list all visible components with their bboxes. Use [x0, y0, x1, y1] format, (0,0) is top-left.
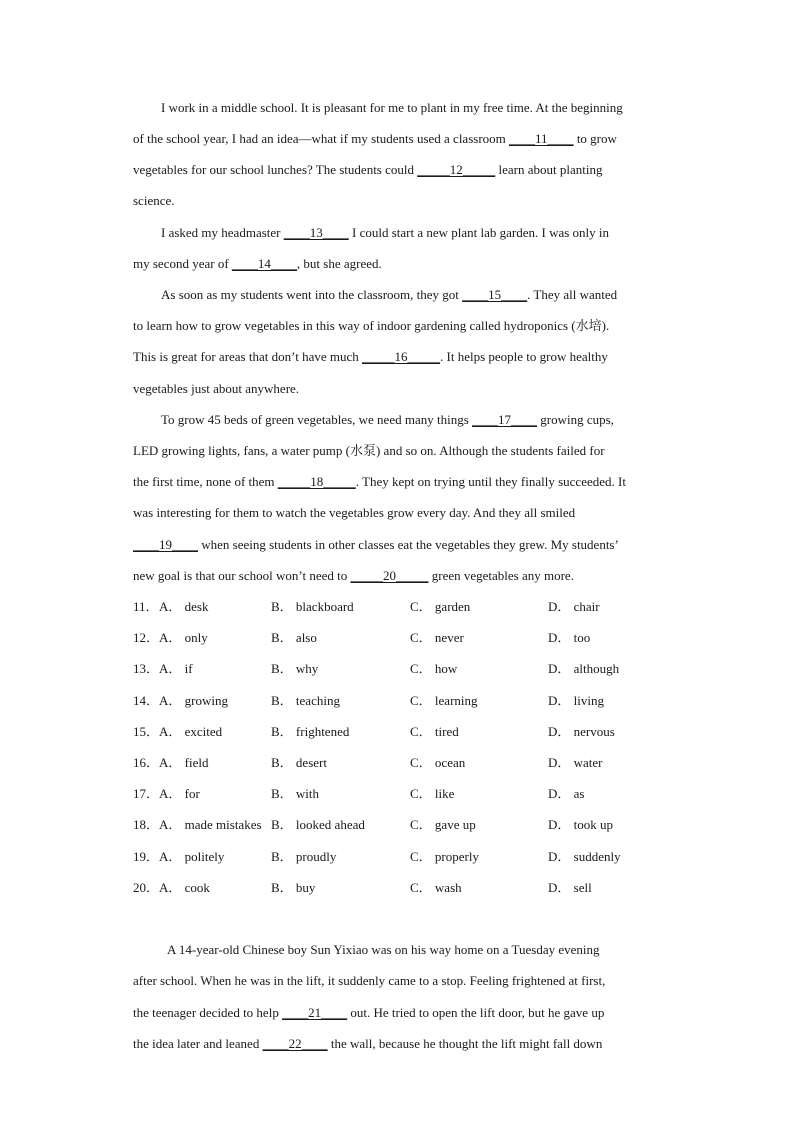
choice-a[interactable]: A． desk	[159, 599, 209, 614]
option-row-19	[133, 849, 693, 865]
choice-c[interactable]: C． wash	[410, 880, 462, 895]
choice-b[interactable]: B． teaching	[271, 693, 340, 708]
choice-a[interactable]: A． growing	[159, 693, 228, 708]
question-number: 20．	[133, 880, 160, 895]
passage-line: This is great for areas that don’t have much _____16_____. It helps people to grow healthy	[133, 349, 608, 364]
blank-19: ____19____	[133, 537, 198, 552]
blank-20: _____20_____	[350, 568, 429, 583]
option-row-14	[133, 693, 693, 709]
blank-12: _____12_____	[417, 162, 496, 177]
choice-a[interactable]: A． cook	[159, 880, 210, 895]
question-number: 11．	[133, 599, 159, 614]
choice-c[interactable]: C． like	[410, 786, 455, 801]
choice-a[interactable]: A． for	[159, 786, 200, 801]
question-number: 14．	[133, 693, 160, 708]
choice-a[interactable]: A． if	[159, 661, 193, 676]
option-row-13	[133, 661, 693, 677]
blank-14: ____14____	[231, 256, 297, 271]
passage-line: new goal is that our school won’t need to _____20_____ green vegetables any more.	[133, 568, 574, 583]
passage-line: A 14-year-old Chinese boy Sun Yixiao was on his way home on a Tuesday evening	[167, 942, 600, 957]
choice-b[interactable]: B． frightened	[271, 724, 350, 739]
passage-line: after school. When he was in the lift, it suddenly came to a stop. Feeling frightened at first,	[133, 973, 606, 988]
choice-b[interactable]: B． also	[271, 630, 317, 645]
choice-d[interactable]: D． water	[548, 755, 603, 770]
blank-15: ____15____	[462, 287, 528, 302]
blank-17: ____17____	[472, 412, 538, 427]
question-number: 12．	[133, 630, 160, 645]
passage-line: my second year of ____14____, but she agreed.	[133, 256, 382, 271]
option-row-12	[133, 630, 693, 646]
choice-d[interactable]: D． chair	[548, 599, 600, 614]
choice-b[interactable]: B． desert	[271, 755, 327, 770]
option-row-15	[133, 724, 693, 740]
blank-11: ____11____	[509, 131, 574, 146]
passage-line: the teenager decided to help ____21____ out. He tried to open the lift door, but he gave up	[133, 1005, 605, 1020]
choice-c[interactable]: C． ocean	[410, 755, 466, 770]
choice-b[interactable]: B． looked ahead	[271, 817, 365, 832]
choice-d[interactable]: D． too	[548, 630, 591, 645]
choice-a[interactable]: A． politely	[159, 849, 225, 864]
choice-b[interactable]: B． with	[271, 786, 320, 801]
choice-c[interactable]: C． how	[410, 661, 458, 676]
choice-d[interactable]: D． living	[548, 693, 604, 708]
option-row-20	[133, 880, 693, 896]
blank-13: ____13____	[283, 225, 349, 240]
choice-a[interactable]: A． made mistakes	[159, 817, 262, 832]
choice-a[interactable]: A． field	[159, 755, 209, 770]
question-number: 17．	[133, 786, 160, 801]
option-row-11	[133, 599, 693, 615]
choice-c[interactable]: C． tired	[410, 724, 459, 739]
passage-line: ____19____ when seeing students in other classes eat the vegetables they grew. My students’	[133, 537, 619, 552]
passage-line: was interesting for them to watch the vegetables grow every day. And they all smiled	[133, 505, 576, 520]
choice-b[interactable]: B． proudly	[271, 849, 337, 864]
passage-line: science.	[133, 193, 175, 208]
choice-a[interactable]: A． excited	[159, 724, 223, 739]
choice-c[interactable]: C． never	[410, 630, 464, 645]
passage-line: As soon as my students went into the classroom, they got ____15____. They all wanted	[161, 287, 618, 302]
question-number: 18．	[133, 817, 160, 832]
passage-line: LED growing lights, fans, a water pump (水泵) and so on. Although the students failed for	[133, 443, 605, 458]
passage-line: the idea later and leaned ____22____ the wall, because he thought the lift might fall down	[133, 1036, 603, 1051]
choice-b[interactable]: B． buy	[271, 880, 316, 895]
passage-line: I work in a middle school. It is pleasant for me to plant in my free time. At the beginning	[161, 100, 623, 115]
option-row-17	[133, 786, 693, 802]
blank-22: ____22____	[262, 1036, 328, 1051]
choice-b[interactable]: B． blackboard	[271, 599, 354, 614]
passage-line: I asked my headmaster ____13____ I could start a new plant lab garden. I was only in	[161, 225, 610, 240]
blank-16: _____16_____	[362, 349, 440, 364]
choice-a[interactable]: A． only	[159, 630, 208, 645]
choice-d[interactable]: D． nervous	[548, 724, 615, 739]
choice-d[interactable]: D． although	[548, 661, 620, 676]
choice-d[interactable]: D． sell	[548, 880, 592, 895]
option-row-16	[133, 755, 693, 771]
passage-line: to learn how to grow vegetables in this way of indoor gardening called hydroponics (水培).	[133, 318, 610, 333]
option-row-18	[133, 817, 693, 833]
choice-c[interactable]: C． gave up	[410, 817, 476, 832]
choice-c[interactable]: C． properly	[410, 849, 479, 864]
choice-d[interactable]: D． as	[548, 786, 585, 801]
choice-d[interactable]: D． took up	[548, 817, 614, 832]
choice-c[interactable]: C． garden	[410, 599, 471, 614]
passage-line: vegetables just about anywhere.	[133, 381, 300, 396]
blank-21: ____21____	[282, 1005, 348, 1020]
passage-line: of the school year, I had an idea—what if my students used a classroom ____11____ to grow	[133, 131, 617, 146]
passage-line: To grow 45 beds of green vegetables, we need many things ____17____ growing cups,	[161, 412, 614, 427]
choice-c[interactable]: C． learning	[410, 693, 478, 708]
choice-d[interactable]: D． suddenly	[548, 849, 621, 864]
passage-line: vegetables for our school lunches? The students could _____12_____ learn about planting	[133, 162, 603, 177]
passage-line: the first time, none of them _____18_____. They kept on trying until they finally succeeded. It	[133, 474, 626, 489]
blank-18: _____18_____	[277, 474, 356, 489]
choice-b[interactable]: B． why	[271, 661, 319, 676]
question-number: 16．	[133, 755, 160, 770]
question-number: 15．	[133, 724, 160, 739]
question-number: 19．	[133, 849, 160, 864]
question-number: 13．	[133, 661, 160, 676]
